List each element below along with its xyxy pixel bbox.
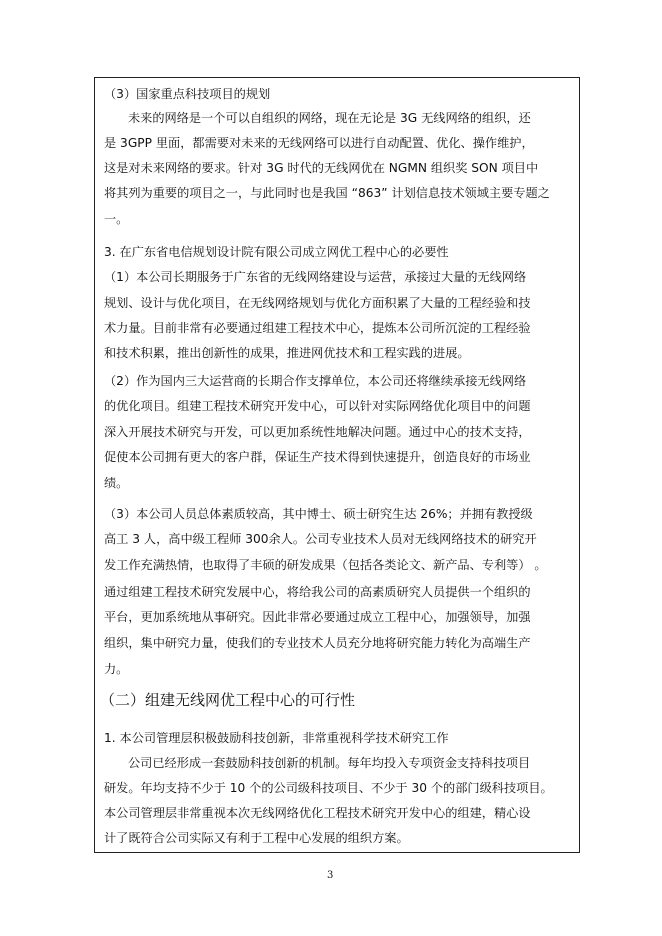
paragraph-line: 本公司管理层非常重视本次无线网络优化工程技术研究开发中心的组建，精心设: [104, 806, 531, 820]
paragraph-line: 公司已经形成一套鼓励科技创新的机制。每年均投入专项资金支持科技项目: [128, 756, 531, 770]
paragraph-line: 深入开展技术研究与开发，可以更加系统性地解决问题。通过中心的技术支持，: [104, 425, 531, 439]
paragraph-line: 研发。年均支持不少于 10 个的公司级科技项目、不少于 30 个的部门级科技项目。: [104, 781, 553, 795]
paragraph-line: 是 3GPP 里面，都需要对未来的无线网络可以进行自动配置、优化、操作维护，: [104, 136, 534, 150]
paragraph-line: 计了既符合公司实际又有利于工程中心发展的组织方案。: [104, 831, 409, 845]
paragraph-line: 促使本公司拥有更大的客户群，保证生产技术得到快速提升，创造良好的市场业: [104, 450, 531, 464]
paragraph-line: 高工 3 人，高中级工程师 300余人。公司专业技术人员对无线网络技术的研究开: [104, 532, 537, 546]
necessity-heading: 3. 在广东省电信规划设计院有限公司成立网优工程中心的必要性: [104, 245, 449, 259]
paragraph-line: （3）本公司人员总体素质较高，其中博士、硕士研究生达 26%；并拥有教授级: [104, 507, 533, 521]
paragraph-line: 发工作充满热情，也取得了丰硕的研发成果（包括各类论文、新产品、专利等） 。: [104, 558, 547, 572]
feasibility-subheading: 1. 本公司管理层积极鼓励科技创新，非常重视科学技术研究工作: [104, 731, 449, 745]
section3-heading: （3）国家重点科技项目的规划: [104, 87, 271, 101]
paragraph-line: （1）本公司长期服务于广东省的无线网络建设与运营，承接过大量的无线网络: [104, 270, 527, 284]
paragraph-line: 力。: [104, 662, 129, 676]
paragraph-line: 一。: [104, 212, 129, 226]
paragraph-line: 平台，更加系统地从事研究。因此非常必要通过成立工程中心，加强领导，加强: [104, 610, 531, 624]
paragraph-line: 规划、设计与优化项目，在无线网络规划与优化方面积累了大量的工程经验和技: [104, 296, 531, 310]
paragraph-line: 这是对未来网络的要求。针对 3G 时代的无线网优在 NGMN 组织奖 SON 项目中: [104, 161, 539, 175]
paragraph-line: 术力量。目前非常有必要通过组建工程技术中心，提炼本公司所沉淀的工程经验: [104, 321, 531, 335]
paragraph-line: 绩。: [104, 476, 129, 490]
paragraph-line: 通过组建工程技术研究发展中心，将给我公司的高素质研究人员提供一个组织的: [104, 585, 531, 599]
paragraph-line: 的优化项目。组建工程技术研究开发中心，可以针对实际网络优化项目中的问题: [104, 399, 531, 413]
paragraph-line: 和技术积累，推出创新性的成果，推进网优技术和工程实践的进展。: [104, 346, 470, 360]
feasibility-heading: （二）组建无线网优工程中心的可行性: [100, 691, 356, 709]
paragraph-line: （2）作为国内三大运营商的长期合作支撑单位，本公司还将继续承接无线网络: [104, 374, 527, 388]
page-number: 3: [327, 870, 334, 881]
paragraph-line: 组织，集中研究力量，使我们的专业技术人员充分地将研究能力转化为高端生产: [104, 636, 531, 650]
paragraph-line: 将其列为重要的项目之一，与此同时也是我国 “863” 计划信息技术领域主要专题之: [104, 186, 550, 200]
paragraph-line: 未来的网络是一个可以自组织的网络，现在无论是 3G 无线网络的组织，还: [128, 111, 531, 125]
